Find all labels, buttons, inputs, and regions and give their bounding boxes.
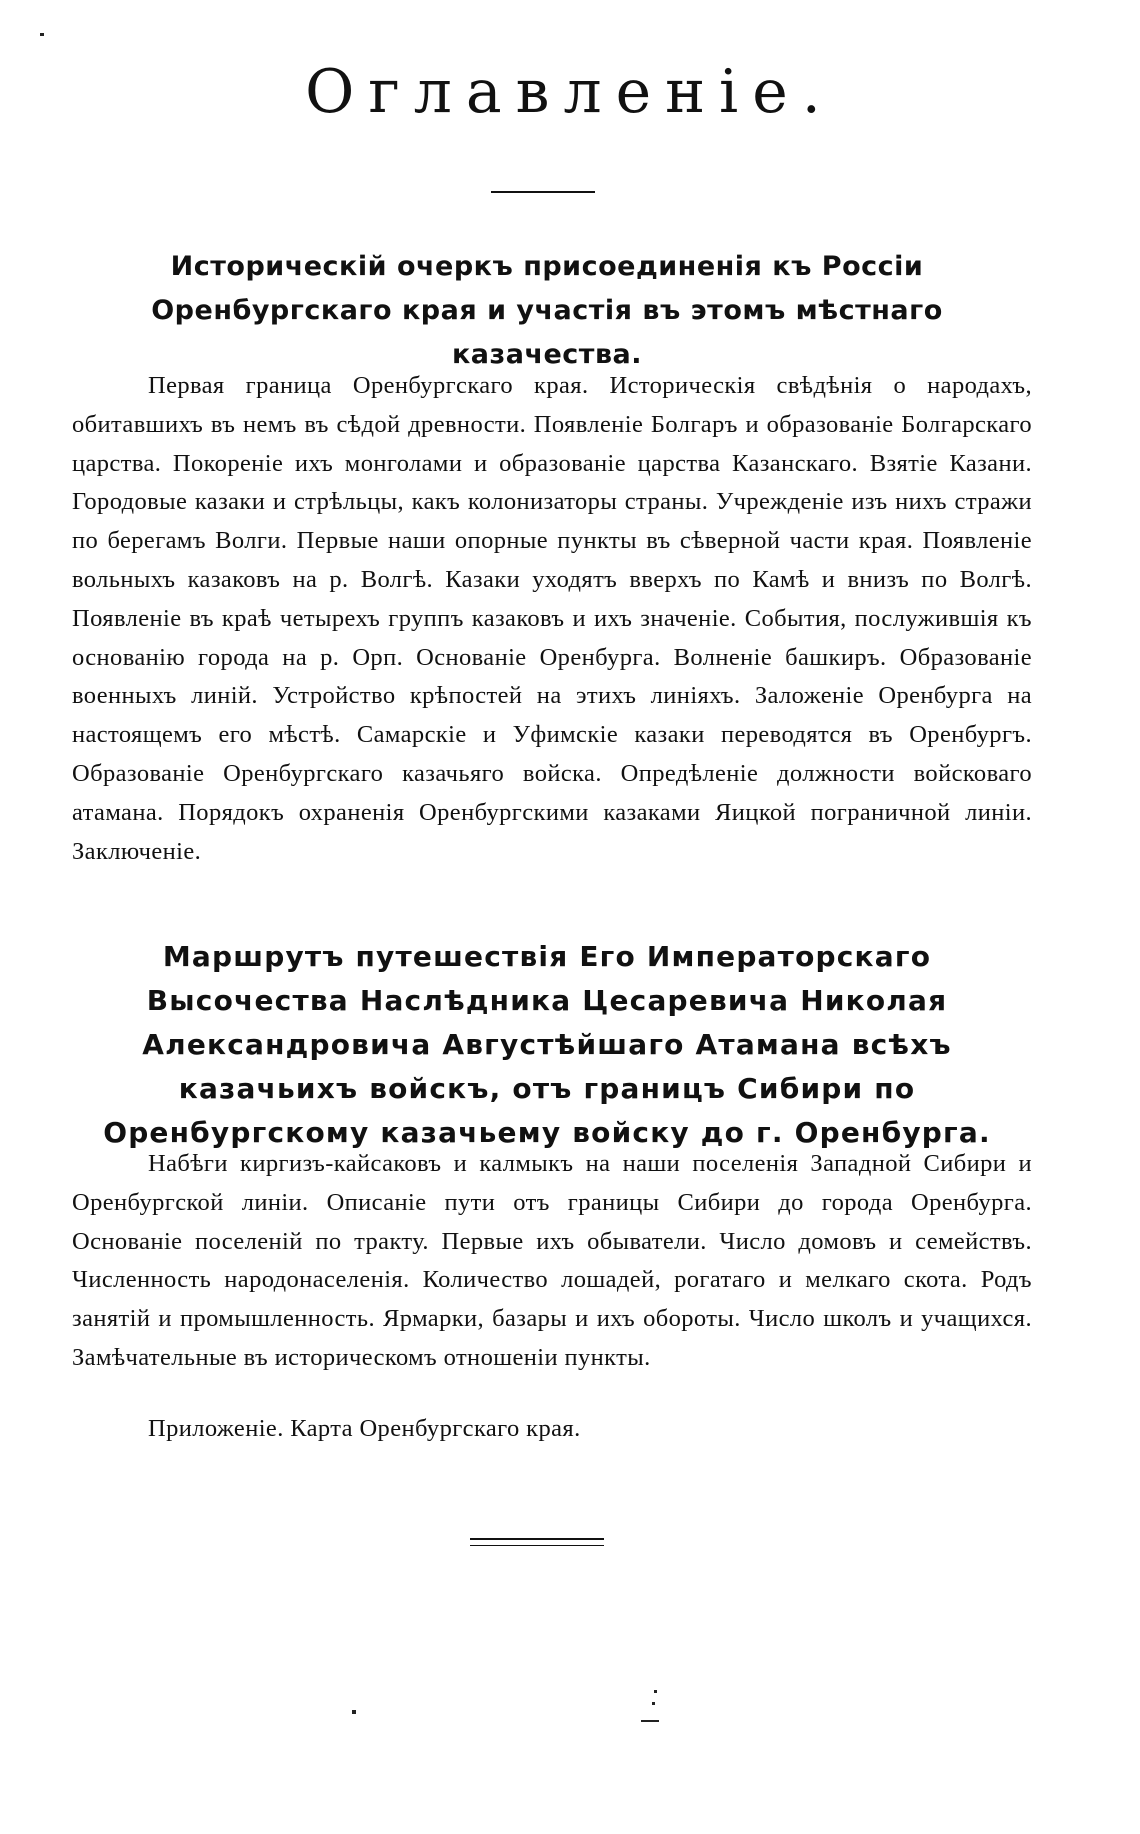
end-divider-top	[470, 1538, 604, 1540]
title-divider	[491, 191, 595, 193]
section-1-summary: Первая граница Оренбургскаго края. Историческія свѣдѣнія о народахъ, обитавшихъ въ немъ въ сѣдой древности. Появленіе Болгаръ и образованіе Болгарскаго царства. Покореніе ихъ монголами и образованіе царства Казанскаго. Взятіе Казани. Городовые казаки и стрѣльцы, какъ колонизаторы страны. Учрежденіе изъ нихъ стражи по берегамъ Волги. Первые наши опорные пункты въ сѣверной части края. Появленіе вольныхъ казаковъ на р. Волгѣ. Казаки уходятъ вверхъ по Камѣ и внизъ по Волгѣ. Появленіе въ краѣ четырехъ группъ казаковъ и ихъ значеніе. События, послужившія къ основанію города на р. Орп. Основаніе Оренбурга. Волненіе башкиръ. Образованіе военныхъ линій. Устройство крѣпостей на этихъ линіяхъ. Заложеніе Оренбурга на настоящемъ его мѣстѣ. Самарскіе и Уфимскіе казаки переводятся въ Оренбургъ. Образованіе Оренбургскаго казачьяго войска. Опредѣленіе должности войсковаго атамана. Порядокъ охраненія Оренбургскими казаками Яицкой пограничной линіи. Заключеніе.	[72, 372, 1032, 865]
end-divider-bottom	[470, 1545, 604, 1546]
page-title: Оглавленіе.	[305, 57, 835, 127]
scan-speck	[641, 1720, 659, 1722]
scan-speck	[352, 1710, 356, 1714]
section-1-heading: Историческій очеркъ присоединенія къ Россіи Оренбургскаго края и участія въ этомъ мѣстнаго казачества.	[151, 251, 943, 370]
scan-speck	[40, 33, 44, 36]
section-2-heading: Маршрутъ путешествія Его Императорскаго Высочества Наслѣдника Цесаревича Николая Александровича Августѣйшаго Атамана всѣхъ казачьихъ войскъ, отъ границъ Сибири по Оренбургскому казачьему войску до г. Оренбурга.	[103, 940, 991, 1149]
scan-speck	[652, 1702, 655, 1705]
appendix-line: Приложеніе. Карта Оренбургскаго края.	[148, 1415, 581, 1442]
section-2-summary: Набѣги киргизъ-кайсаковъ и калмыкъ на наши поселенія Западной Сибири и Оренбургской линіи. Описаніе пути отъ границы Сибири до города Оренбурга. Основаніе поселеній по тракту. Первые ихъ обыватели. Число домовъ и семействъ. Численность народонаселенія. Количество лошадей, рогатаго и мелкаго скота. Родъ занятій и промышленность. Ярмарки, базары и ихъ обороты. Число школъ и учащихся. Замѣчательные въ историческомъ отношеніи пункты.	[72, 1150, 1032, 1371]
scan-speck	[654, 1690, 657, 1693]
